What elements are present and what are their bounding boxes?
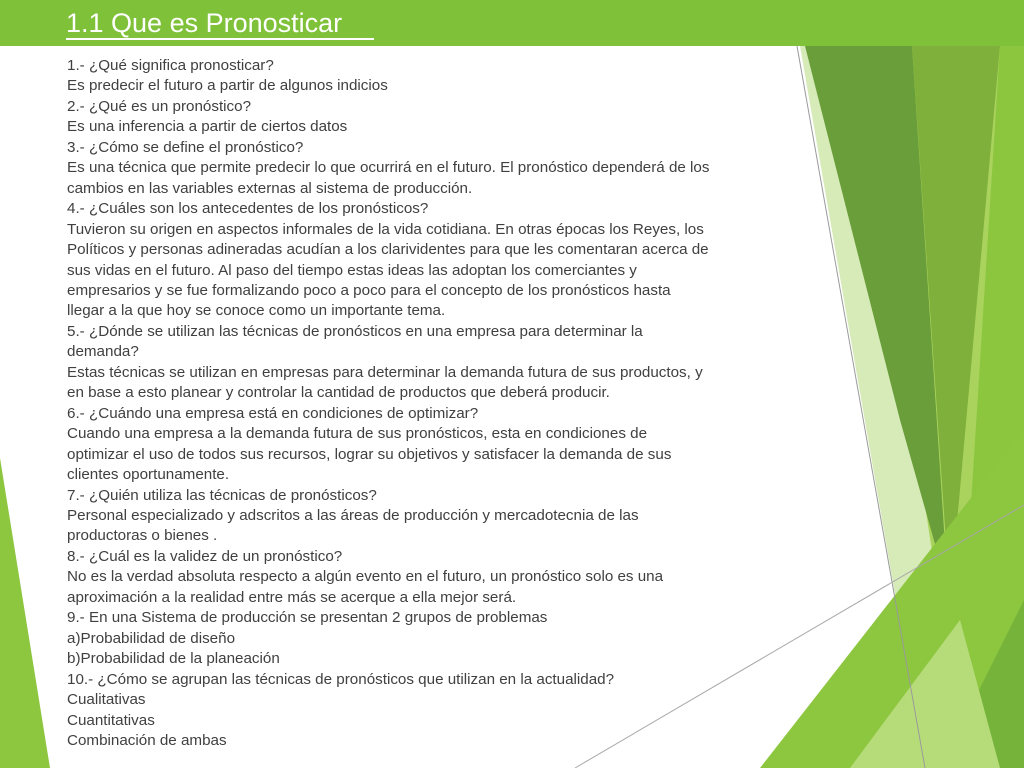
body-line: Cuantitativas xyxy=(67,711,155,729)
body-line: Es una inferencia a partir de ciertos datos xyxy=(67,118,348,136)
body-line: empresarios y se fue formalizando poco a poco para el concepto de los pronósticos hasta xyxy=(67,281,671,299)
body-line: clientes oportunamente. xyxy=(67,466,230,484)
body-line: 4.- ¿Cuáles son los antecedentes de los pronósticos? xyxy=(67,200,429,218)
body-line: Cuando una empresa a la demanda futura de sus pronósticos, esta en condiciones de xyxy=(67,425,648,443)
body-line: Personal especializado y adscritos a las áreas de producción y mercadotecnia de las xyxy=(67,506,639,524)
body-line: optimizar el uso de todos sus recursos, lograr su objetivos y satisfacer la demanda de sus xyxy=(67,445,672,463)
title-underline xyxy=(66,38,374,40)
body-line: Políticos y personas adineradas acudían a los clarividentes para que les comentaran acerca de xyxy=(67,241,709,259)
body-line: Tuvieron su origen en aspectos informales de la vida cotidiana. En otras épocas los Reyes, los xyxy=(67,220,704,238)
body-line: 10.- ¿Cómo se agrupan las técnicas de pronósticos que utilizan en la actualidad? xyxy=(67,670,615,688)
body-line: 9.- En una Sistema de producción se presentan 2 grupos de problemas xyxy=(67,609,548,627)
body-line: Es una técnica que permite predecir lo que ocurrirá en el futuro. El pronóstico dependerá de los xyxy=(67,159,710,177)
body-line: demanda? xyxy=(67,343,139,361)
body-line: productoras o bienes . xyxy=(67,527,218,545)
body-line: 3.- ¿Cómo se define el pronóstico? xyxy=(67,138,304,156)
body-line: en base a esto planear y controlar la cantidad de productos que deberá producir. xyxy=(67,384,610,402)
body-line: 1.- ¿Qué significa pronosticar? xyxy=(67,57,274,74)
body-line: b)Probabilidad de la planeación xyxy=(67,650,280,668)
slide-body xyxy=(67,56,792,751)
body-line: llegar a la que hoy se conoce como un importante tema. xyxy=(67,302,446,320)
body-line: 6.- ¿Cuándo una empresa está en condiciones de optimizar? xyxy=(67,404,479,422)
body-line: 2.- ¿Qué es un pronóstico? xyxy=(67,97,252,115)
slide-title: 1.1 Que es Pronosticar xyxy=(66,8,343,38)
body-line: No es la verdad absoluta respecto a algún evento en el futuro, un pronóstico solo es una xyxy=(67,568,664,586)
body-line: Estas técnicas se utilizan en empresas para determinar la demanda futura de sus productos, y xyxy=(67,363,703,381)
body-line: 8.- ¿Cuál es la validez de un pronóstico? xyxy=(67,547,343,565)
left-edge-shape xyxy=(0,458,50,768)
body-line: sus vidas en el futuro. Al paso del tiempo estas ideas las adoptan los comerciantes y xyxy=(67,261,637,279)
body-line: 7.- ¿Quién utiliza las técnicas de pronósticos? xyxy=(67,486,377,504)
body-line: a)Probabilidad de diseño xyxy=(67,629,236,647)
body-line: Cualitativas xyxy=(67,691,146,709)
body-line: aproximación a la realidad entre más se acerque a ella mejor será. xyxy=(67,588,517,606)
body-line: Es predecir el futuro a partir de algunos indicios xyxy=(67,77,388,95)
body-line: cambios en las variables externas al sistema de producción. xyxy=(67,179,473,197)
body-line: Combinación de ambas xyxy=(67,731,227,749)
body-line: 5.- ¿Dónde se utilizan las técnicas de pronósticos en una empresa para determinar la xyxy=(67,322,643,340)
